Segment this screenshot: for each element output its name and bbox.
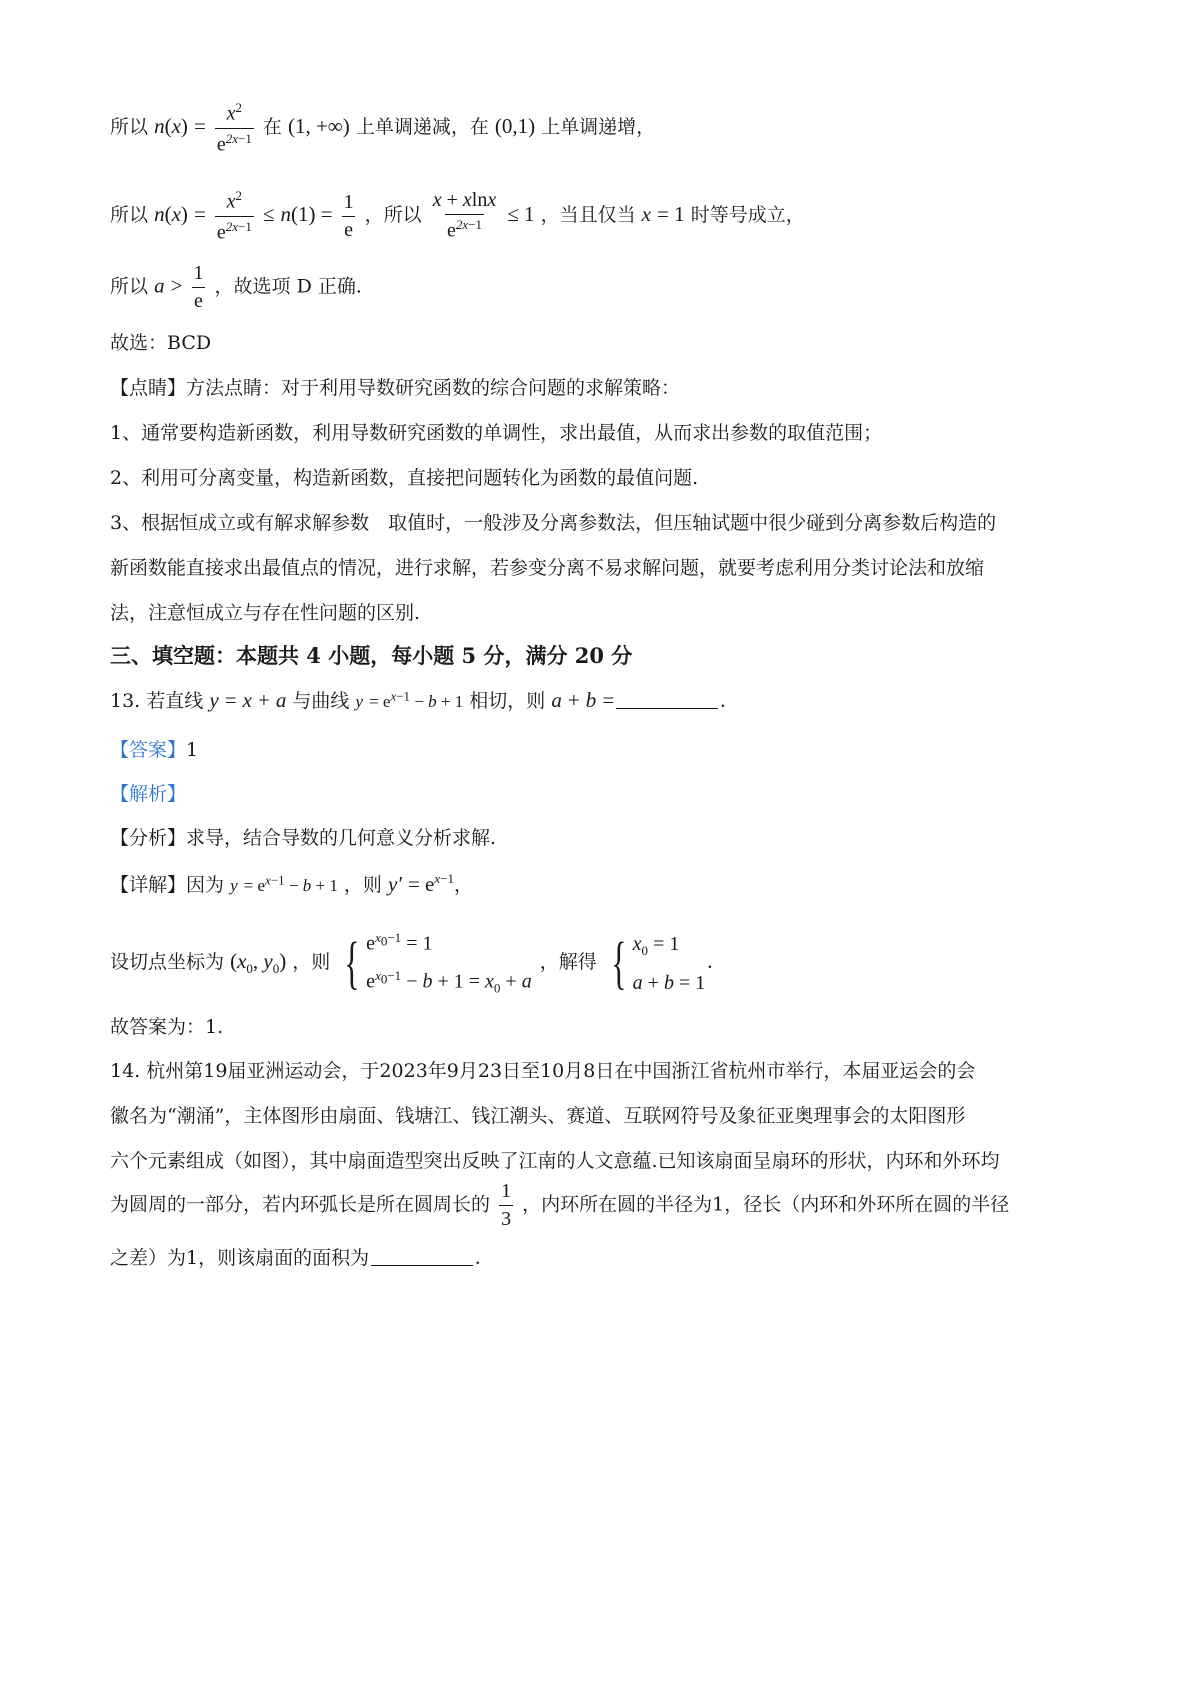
question-14-line-1: 14. 杭州第19届亚洲运动会，于2023年9月23日至10月8日在中国浙江省杭州市举行，本届亚运会的会 [110,1060,976,1082]
text-run: ，当且仅当 [540,204,636,227]
text-line-7: 2、利用可分离变量，构造新函数，直接把问题转化为函数的最值问题. [110,467,699,489]
math-nx: n [154,114,165,139]
fraction-x2-over-e: $\frac{x^2}{e^{2x-1}}$ [216,100,252,156]
analysis-fenxi: 【分析】求导，结合导数的几何意义分析求解. [110,827,497,849]
answer-value: 1 [186,739,199,761]
fraction-xlnx-over-e: $\frac{x + xlnx}{e^{2x-1}}$ [432,189,497,242]
text-line-10: 法，注意恒成立与存在性问题的区别. [110,602,421,624]
text-run: 所以 [110,116,149,139]
question-14-line-2: 徽名为“潮涌”，主体图形由扇面、钱塘江、钱江潮头、赛道、互联网符号及象征亚奥理事会的太阳图形 [110,1105,966,1127]
text-line-6: 1、通常要构造新函数，利用导数研究函数的单调性，求出最值，从而求出参数的取值范围； [110,422,883,444]
text-run: ，解得 [539,951,597,974]
math-paren: ) [180,114,188,139]
text-run: 【详解】因为 [110,874,225,896]
text-run: 所以 [110,204,149,227]
question-14-line-3: 六个元素组成（如图），其中扇面造型突出反映了江南的人文意蕴.已知该扇面呈扇环的形状，内环和外环均 [110,1150,1000,1172]
math-nx: n [154,202,165,227]
answer-tag: 【答案】 [110,739,187,761]
text-run: 所以 [110,275,149,298]
answer-line [110,735,198,762]
question-14-line-4 [110,1180,1009,1231]
text-line-1 [110,100,655,156]
question-13: 13. 若直线 y = x + a 与曲线 $y = e^{x-1} - b + 1$ 相切，则 a + b = . [110,688,726,712]
text-run: ，所以 [364,204,422,227]
answer-blank [371,1265,473,1266]
text-line-8: 3、根据恒成立或有解求解参数 取值时，一般涉及分离参数法，但压轴试题中很少碰到分离参数后构造的 [110,512,997,534]
math-paren: ( [164,114,172,139]
text-line-3: 所以 a > $\frac{1}{e}$ ，故选项 D 正确. [110,262,362,312]
text-run: 设切点坐标为 [110,951,225,974]
tangent-point-line: 设切点坐标为 ($x_0$, $y_0$) ，则 { $e^{x_0-1} = 1$ $e^{x_0-1} - b + 1 = x_0 + a$ ，解得 { $x_0 = 1$ a + b = 1 . [110,922,712,1004]
text-run: 之差）为1，则该扇面的面积为 [110,1247,370,1269]
equation-system-2: { $x_0 = 1$ a + b = 1 [611,930,706,996]
text-run: 上单调递减，在 [355,116,489,139]
text-run: ，则 [343,874,382,896]
analysis-xiangjie: 【详解】因为 $y = e^{x-1} - b + 1$ ，则 $y' = e^{x-1}$， [110,871,473,896]
text-line-9: 新函数能直接求出最值点的情况，进行求解，若参变分离不易求解问题，就要考虑利用分类讨论法和放缩 [110,557,985,579]
text-line-5: 【点睛】方法点睛：对于利用导数研究函数的综合问题的求解策略： [110,377,681,399]
text-run: 13. 若直线 [110,690,204,712]
fraction-1-over-e: $\frac{1}{e}$ [193,262,204,312]
text-run: ，内环所在圆的半径为1，径长（内环和外环所在圆的半径 [522,1193,1010,1216]
question-14-line-5: 之差）为1，则该扇面的面积为 . [110,1245,481,1269]
math-var: x [171,114,181,139]
section-heading: 三、填空题：本题共 4 小题，每小题 5 分，满分 20 分 [110,643,633,668]
text-run: 在 [262,116,282,139]
fraction-x2-over-e: $\frac{x^2}{e^{2x-1}}$ [216,188,252,244]
text-run: 相切，则 [469,690,546,712]
text-run: 为圆周的一部分，若内环弧长是所在圆周长的 [110,1193,491,1216]
fraction-1-over-e: $\frac{1}{e}$ [343,190,354,241]
final-answer: 故答案为：1. [110,1016,224,1038]
math-eq: = [193,114,206,139]
text-line-2: 所以 n(x) = $\frac{x^2}{e^{2x-1}}$ ≤ n(1) = $\frac{1}{e}$ ，所以 $\frac{x + xlnx}{e^{2x-1}}$ ≤ 1 ，当且仅当 x = 1 时等号成立， [110,188,805,244]
analysis-tag: 【解析】 [110,783,187,805]
math-interval: (0,1) [494,114,536,139]
fraction-1-over-3: $\frac{1}{3}$ [501,1180,512,1230]
math-interval: (1, +∞) [287,114,350,139]
answer-blank [616,708,718,709]
text-line-4: 故选：BCD [110,332,212,354]
equation-system-1: { $e^{x_0-1} = 1$ $e^{x_0-1} - b + 1 = x_0 + a$ [344,930,532,996]
text-run: 时等号成立， [690,204,805,227]
text-run: ，则 [292,951,331,974]
text-run: 与曲线 [292,690,350,712]
text-run: ，故选项 D 正确. [214,275,362,298]
text-run: 上单调递增， [541,116,656,139]
